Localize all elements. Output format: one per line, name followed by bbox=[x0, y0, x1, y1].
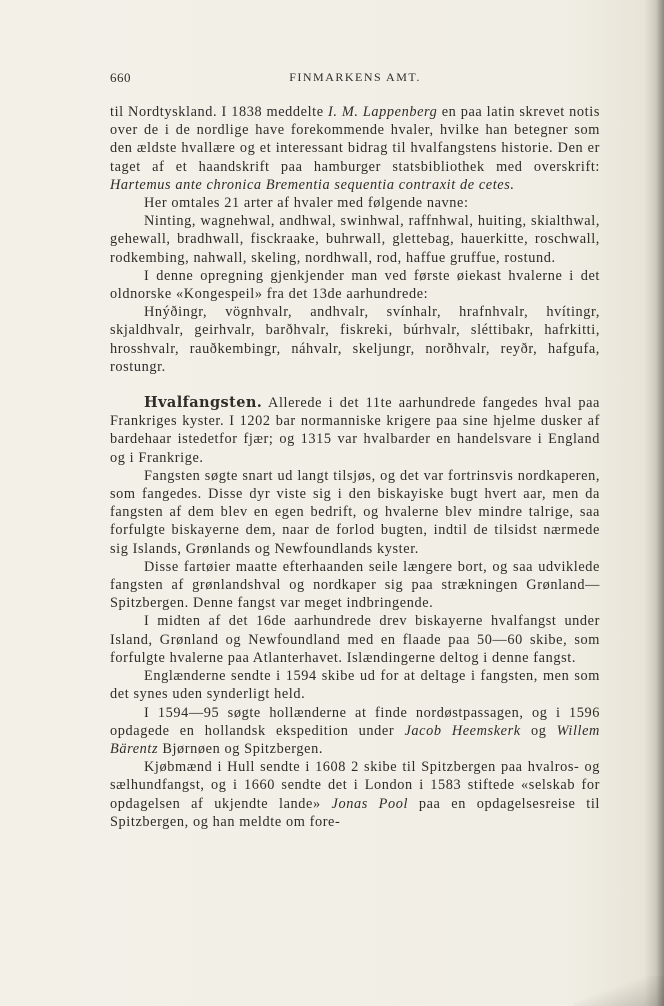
person-name: Jonas Pool bbox=[331, 795, 409, 812]
text-run: Kjøbmænd i Hull sendte i 1608 2 skibe til Spitzbergen paa hvalros- og sælhundfangst, og i 1660 sendte det i London i 1583 stiftede «selskab for opdagelsen af ukjendte lande» bbox=[110, 759, 600, 812]
text-run: Bjørnøen og Spitzbergen. bbox=[158, 740, 323, 757]
paragraph bbox=[110, 758, 600, 831]
page-edge-shadow bbox=[656, 0, 664, 1006]
paragraph: I denne opregning gjenkjender man ved første øiekast hvalerne i det oldnorske «Kongespeil» fra det 13de aarhundrede: bbox=[110, 267, 600, 303]
text-run: paa en opdagelsesreise til Spitzbergen, og han meldte om fore- bbox=[110, 795, 600, 830]
paragraph bbox=[110, 704, 600, 759]
paragraph: Englænderne sendte i 1594 skibe ud for at deltage i fangsten, men som det synes uden synderligt held. bbox=[110, 668, 600, 703]
page-header bbox=[110, 70, 600, 90]
page-corner-shadow bbox=[574, 976, 664, 1006]
paragraph: Disse fartøier maatte efterhaanden seile længere bort, og saa udviklede fangsten af grønlandshval og nordkaper sig paa strækningen Grønland—Spitzbergen. Denne fangst var meget indbringende. bbox=[110, 558, 600, 612]
text-run: I 1594—95 søgte hollænderne at finde nordøstpassagen, og i 1596 opdagede en hollandsk ekspedition under bbox=[110, 704, 600, 739]
manuscript-title: Hartemus ante chronica Brementia sequentia contraxit de cetes. bbox=[110, 176, 515, 193]
paragraph bbox=[110, 394, 600, 467]
text-run: Allerede i det 11te aarhundrede fangedes hval paa Frankriges kyster. I 1202 bar normanniske krigere paa sine hjelme dusker af bardehaar istedetfor fjær; og 1315 var hvalbarder en handelsvare i England og i Frankrige. bbox=[110, 395, 600, 466]
person-name: Jacob Heemskerk bbox=[404, 722, 521, 739]
text-run: en paa latin skrevet notis over de i de nordlige have forekommende hvaler, hvilke han betegner som den ældste hvallære og et interessant bidrag til hvalfangstens historie. Den er taget af et haandskrift paa hamburger statsbibliothek med overskrift: bbox=[110, 104, 600, 175]
person-name: Willem Bärentz bbox=[110, 722, 600, 757]
paragraph: Ninting, wagnehwal, andhwal, swinhwal, raffnhwal, huiting, skialthwal, gehewall, bradhwall, fisckraake, buhrwall, glettebag, hauerkitte, roschwall, rodkembing, nahwall, skeling, nordhwall, rod, haffue gruffue, rostund. bbox=[110, 213, 600, 266]
paragraph: Fangsten søgte snart ud langt tilsjøs, og det var fortrinsvis nordkaperen, som fangedes. Disse dyr viste sig i den biskayiske bugt hvert aar, men da fangsten af dem blev en egen bedrift, og hvalerne blev mindre talrige, saa forfulgte biskayerne dem, naar de forlod bugten, indtil de tilsidst nærmede sig Islands, Grønlands og Newfoundlands kyster. bbox=[110, 467, 600, 557]
running-title: FINMARKENS AMT. bbox=[289, 70, 421, 84]
text-run: og bbox=[520, 722, 557, 739]
paragraph bbox=[110, 103, 600, 194]
author-name: I. M. Lappenberg bbox=[328, 104, 438, 120]
paragraph: I midten af det 16de aarhundrede drev biskayerne hvalfangst under Island, Grønland og Newfoundland med en flaade paa 50—60 skibe, som forfulgte hvalerne paa Atlanterhavet. Islændingerne deltog i denne fangst. bbox=[110, 613, 600, 666]
paragraph: Her omtales 21 arter af hvaler med følgende navne: bbox=[144, 195, 469, 212]
body-text bbox=[110, 103, 600, 831]
paragraph: Hnýðingr, vögnhvalr, andhvalr, svínhalr, hrafnhvalr, hvítingr, skjaldhvalr, geirhvalr, barðhvalr, fiskreki, búrhvalr, sléttibakr, hafrkitti, hrosshvalr, rauðkembingr, náhvalr, skeljungr, norðhvalr, reyðr, hafgufa, rostungr. bbox=[110, 304, 600, 375]
section-heading: Hvalfangsten. bbox=[144, 394, 263, 412]
page-number: 660 bbox=[110, 70, 131, 85]
text-run: til Nordtyskland. I 1838 meddelte bbox=[110, 104, 329, 120]
